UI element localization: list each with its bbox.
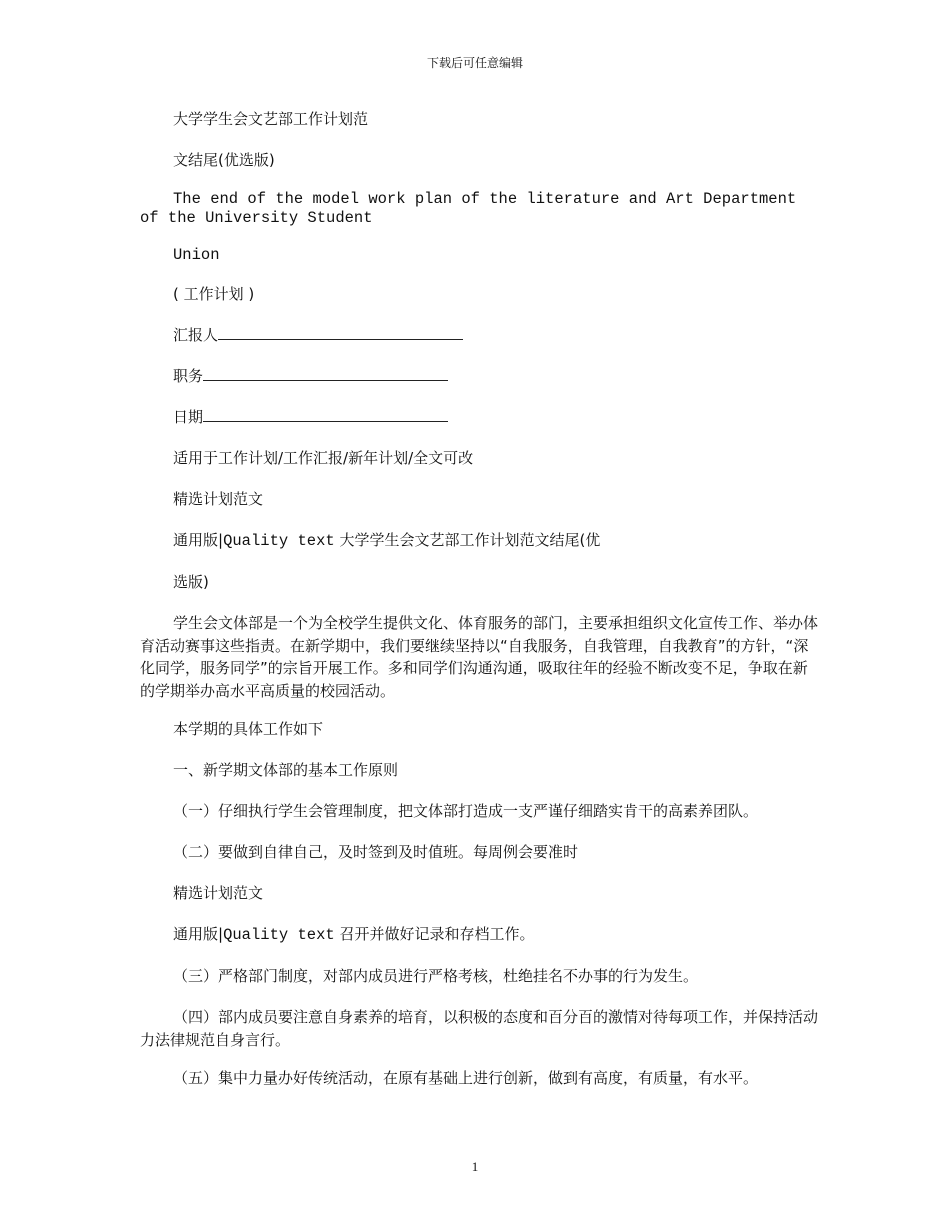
document-body bbox=[140, 108, 820, 1108]
quality-rest-2: 召开并做好记录和存档工作。 bbox=[334, 925, 535, 943]
date-line bbox=[140, 406, 820, 428]
date-blank bbox=[203, 407, 448, 422]
quality-prefix-2: 通用版| bbox=[173, 925, 224, 943]
page-header: 下载后可任意编辑 bbox=[426, 56, 523, 70]
featured-label-2: 精选计划范文 bbox=[173, 884, 264, 902]
quality-mono-1: Quality text bbox=[223, 532, 335, 550]
work-item-5: （五）集中力量办好传统活动，在原有基础上进行创新，做到有高度，有质量，有水平。 bbox=[173, 1069, 759, 1087]
page-number: 1 bbox=[471, 1159, 479, 1174]
work-item-2: （二）要做到自律自己，及时签到及时值班。每周例会要准时 bbox=[173, 843, 579, 861]
quality-line-2 bbox=[140, 923, 820, 946]
date-label: 日期 bbox=[173, 408, 204, 426]
position-blank bbox=[203, 366, 448, 381]
title-line-1: 大学学生会文艺部工作计划范 bbox=[173, 110, 369, 128]
reporter-line bbox=[140, 324, 820, 346]
quality-rest-1: 大学学生会文艺部工作计划范文结尾(优 bbox=[334, 531, 601, 549]
work-item-1: （一）仔细执行学生会管理制度，把文体部打造成一支严谨仔细踏实肯干的高素养团队。 bbox=[173, 802, 759, 820]
featured-label-1: 精选计划范文 bbox=[173, 490, 264, 508]
section-one-heading: 一、新学期文体部的基本工作原则 bbox=[173, 761, 399, 779]
intro-paragraph: 学生会文体部是一个为全校学生提供文化、体育服务的部门，主要承担组织文化宣传工作、举办体育活动赛事这些指责。在新学期中，我们要继续坚持以“自我服务，自我管理，自我教育”的方针，“深化同学，服务同学”的宗旨开展工作。多和同学们沟通沟通，吸取往年的经验不断改变不足，争取在新的学期举办高水平高质量的校园活动。 bbox=[140, 614, 819, 700]
position-label: 职务 bbox=[173, 367, 204, 385]
title-line-2: 文结尾(优选版) bbox=[173, 151, 275, 169]
work-item-4: （四）部内成员要注意自身素养的培育，以积极的态度和百分百的激情对待每项工作，并保持活动力法律规范自身言行。 bbox=[140, 1008, 819, 1049]
english-title-union: Union bbox=[173, 246, 220, 264]
quality-prefix-1: 通用版| bbox=[173, 531, 224, 549]
reporter-label: 汇报人 bbox=[173, 326, 219, 344]
specific-work-heading: 本学期的具体工作如下 bbox=[173, 720, 324, 738]
category-label: ( 工作计划 ) bbox=[173, 285, 255, 303]
applicable-note: 适用于工作计划/工作汇报/新年计划/全文可改 bbox=[173, 449, 474, 467]
position-line bbox=[140, 365, 820, 387]
work-item-3: （三）严格部门制度，对部内成员进行严格考核，杜绝挂名不办事的行为发生。 bbox=[173, 967, 699, 985]
english-title: The end of the model work plan of the literature and Art Department of the University Student bbox=[140, 190, 797, 227]
reporter-blank bbox=[218, 325, 463, 340]
quality-continuation-1: 选版) bbox=[173, 573, 209, 591]
quality-mono-2: Quality text bbox=[223, 926, 335, 944]
quality-line-1 bbox=[140, 529, 820, 552]
